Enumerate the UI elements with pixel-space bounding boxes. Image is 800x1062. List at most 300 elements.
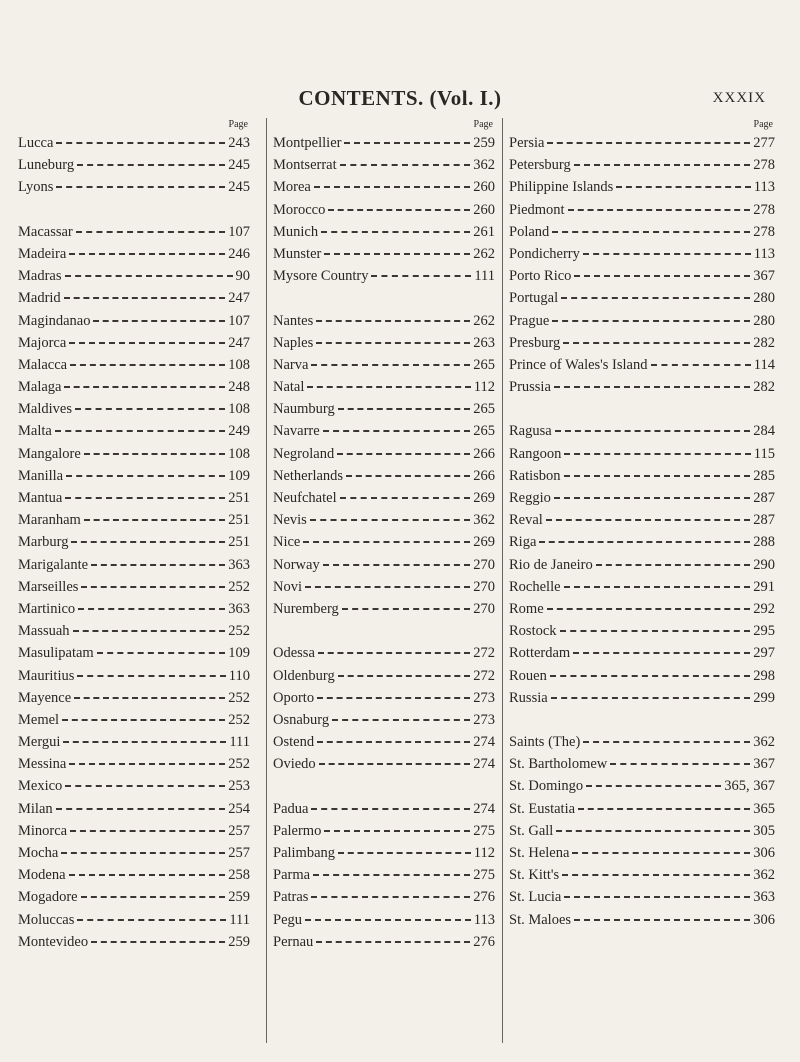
entry-name: Mayence — [18, 689, 72, 706]
entry-page: 274 — [473, 734, 495, 751]
leader-dots — [596, 564, 750, 566]
leader-dots — [342, 608, 470, 610]
entry-page: 282 — [753, 379, 775, 396]
leader-dots — [305, 586, 470, 588]
leader-dots — [73, 630, 226, 632]
contents-entry — [18, 598, 250, 620]
entry-name: Patras — [273, 889, 309, 906]
entry-page: 251 — [228, 512, 250, 529]
page-folio: XXXIX — [712, 90, 766, 106]
leader-dots — [547, 142, 750, 144]
entry-name: Mauritius — [18, 667, 75, 684]
contents-entry — [509, 576, 775, 598]
entry-name: Mysore Country — [273, 268, 369, 285]
page-column-label: Page — [473, 119, 493, 130]
entry-name: Malaga — [18, 379, 62, 396]
leader-dots — [77, 164, 225, 166]
leader-dots — [574, 275, 750, 277]
entry-page: 90 — [235, 268, 250, 285]
contents-entry — [18, 487, 250, 509]
entry-name: Moluccas — [18, 911, 75, 928]
entry-name: St. Lucia — [509, 889, 562, 906]
contents-entry — [18, 132, 250, 154]
entry-name: Naumburg — [273, 401, 335, 418]
contents-entry — [18, 798, 250, 820]
entry-page: 362 — [473, 512, 495, 529]
entry-page: 280 — [753, 290, 775, 307]
entry-name: Pernau — [273, 933, 314, 950]
contents-entry — [509, 642, 775, 664]
entry-name: Palimbang — [273, 845, 336, 861]
leader-dots — [338, 675, 470, 677]
leader-dots — [564, 453, 750, 455]
contents-entry — [18, 554, 250, 576]
entry-page: 249 — [228, 423, 250, 440]
entry-name: Malacca — [18, 356, 68, 373]
leader-dots — [74, 697, 225, 699]
leader-dots — [572, 852, 750, 854]
leader-dots — [84, 453, 225, 455]
entry-page: 259 — [228, 889, 250, 906]
entry-page: 259 — [228, 933, 250, 950]
contents-entry — [18, 176, 250, 198]
contents-entry — [18, 221, 250, 243]
entry-name: Rouen — [509, 667, 547, 684]
entry-page: 269 — [473, 490, 495, 506]
leader-dots — [69, 253, 225, 255]
entry-page: 305 — [753, 822, 775, 839]
entry-page: 248 — [228, 379, 250, 396]
entry-page: 306 — [753, 911, 775, 928]
leader-dots — [539, 541, 750, 543]
contents-entry — [273, 531, 495, 553]
contents-entry — [509, 820, 775, 842]
leader-dots — [563, 342, 750, 344]
entry-page: 363 — [228, 556, 250, 573]
contents-entry — [18, 420, 250, 442]
contents-entry — [18, 620, 250, 642]
entry-page: 273 — [473, 689, 495, 706]
entry-page: 262 — [473, 312, 495, 329]
leader-dots — [338, 852, 471, 854]
contents-entry — [273, 420, 495, 442]
entry-page: 367 — [753, 268, 775, 285]
contents-entry — [273, 132, 495, 154]
leader-dots — [70, 830, 225, 832]
entry-name: Ragusa — [509, 423, 552, 440]
leader-dots — [69, 342, 225, 344]
entry-page: 363 — [753, 889, 775, 906]
leader-dots — [562, 874, 750, 876]
contents-entry — [509, 665, 775, 687]
entry-page: 107 — [228, 312, 250, 329]
entry-page: 272 — [473, 667, 495, 684]
entry-page: 278 — [753, 157, 775, 174]
entry-page: 295 — [753, 623, 775, 640]
contents-entry — [509, 199, 775, 221]
entry-page: 115 — [753, 445, 775, 462]
entry-page: 107 — [228, 223, 250, 240]
contents-entry — [18, 709, 250, 731]
leader-dots — [338, 408, 470, 410]
leader-dots — [81, 586, 225, 588]
contents-entry — [273, 886, 495, 908]
entry-page: 251 — [228, 490, 250, 506]
entry-name: Maldives — [18, 401, 72, 418]
entry-page: 297 — [753, 645, 775, 662]
leader-dots — [560, 630, 751, 632]
entry-page: 278 — [753, 223, 775, 240]
entry-name: Russia — [509, 689, 548, 706]
leader-dots — [307, 386, 470, 388]
entry-name: Mogadore — [18, 889, 78, 906]
leader-dots — [77, 919, 226, 921]
leader-dots — [63, 741, 226, 743]
entry-page: 298 — [753, 667, 775, 684]
entry-name: Mangalore — [18, 445, 81, 462]
entry-page: 110 — [228, 667, 250, 684]
entry-name: Nuremberg — [273, 600, 339, 617]
leader-dots — [56, 186, 225, 188]
contents-entry — [509, 731, 775, 753]
entry-name: Porto Rico — [509, 268, 572, 285]
entry-name: Rangoon — [509, 445, 562, 462]
entry-page: 291 — [753, 578, 775, 595]
entry-page: 252 — [228, 689, 250, 706]
leader-dots — [551, 697, 751, 699]
contents-entry — [18, 376, 250, 398]
leader-dots — [340, 164, 471, 166]
contents-entry — [273, 221, 495, 243]
entry-name: St. Domingo — [509, 778, 584, 795]
contents-entry — [18, 931, 250, 953]
entry-page: 362 — [473, 157, 495, 174]
entry-name: Mantua — [18, 490, 63, 506]
contents-entry — [509, 531, 775, 553]
leader-dots — [61, 852, 225, 854]
contents-entry — [509, 332, 775, 354]
contents-entry — [273, 909, 495, 931]
contents-entry — [509, 687, 775, 709]
entry-name: Neufchatel — [273, 490, 337, 506]
entry-name: Marigalante — [18, 556, 89, 573]
entry-page: 287 — [753, 512, 775, 529]
entry-page: 113 — [473, 911, 495, 928]
leader-dots — [546, 519, 750, 521]
entry-page: 262 — [473, 245, 495, 262]
entry-page: 109 — [228, 645, 250, 662]
contents-entry — [273, 265, 495, 287]
entry-name: St. Maloes — [509, 911, 572, 928]
contents-entry — [18, 886, 250, 908]
contents-column-1 — [18, 118, 250, 1043]
contents-entry — [18, 842, 250, 864]
leader-dots — [71, 541, 225, 543]
entry-name: Rotterdam — [509, 645, 571, 662]
contents-entry — [18, 310, 250, 332]
entry-name: Petersburg — [509, 157, 571, 174]
contents-entry — [509, 909, 775, 931]
entry-name: Majorca — [18, 334, 67, 351]
entry-page: 269 — [473, 534, 495, 551]
entry-name: Odessa — [273, 645, 315, 662]
leader-dots — [78, 608, 225, 610]
leader-dots — [324, 253, 470, 255]
leader-dots — [555, 430, 751, 432]
entry-page: 252 — [228, 623, 250, 640]
contents-entry — [18, 665, 250, 687]
entry-name: Nevis — [273, 512, 307, 529]
entry-page: 252 — [228, 711, 250, 728]
entry-page: 112 — [473, 379, 495, 396]
leader-dots — [75, 408, 225, 410]
leader-dots — [583, 741, 750, 743]
leader-dots — [66, 475, 225, 477]
entry-name: Rochelle — [509, 578, 561, 595]
blank-row — [18, 199, 250, 221]
entry-page: 288 — [753, 534, 775, 551]
entry-name: Ratisbon — [509, 467, 561, 484]
entry-name: St. Helena — [509, 845, 570, 861]
entry-page: 266 — [473, 467, 495, 484]
entry-page: 257 — [228, 822, 250, 839]
contents-entry — [509, 775, 775, 797]
entry-page: 111 — [229, 911, 250, 928]
entry-page: 266 — [473, 445, 495, 462]
page-header — [20, 86, 780, 116]
contents-entry — [509, 420, 775, 442]
contents-entry — [18, 243, 250, 265]
leader-dots — [547, 608, 751, 610]
contents-column-3 — [502, 118, 775, 1043]
leader-dots — [76, 231, 225, 233]
contents-entry — [509, 243, 775, 265]
entry-name: Navarre — [273, 423, 320, 440]
contents-entry — [273, 509, 495, 531]
contents-entry — [273, 465, 495, 487]
leader-dots — [313, 874, 470, 876]
leader-dots — [64, 297, 226, 299]
entry-page: 290 — [753, 556, 775, 573]
leader-dots — [319, 763, 471, 765]
leader-dots — [56, 808, 226, 810]
entry-page: 362 — [753, 734, 775, 751]
entry-page: 306 — [753, 845, 775, 861]
entry-page: 367 — [753, 756, 775, 773]
contents-entry — [18, 576, 250, 598]
entry-name: Rio de Janeiro — [509, 556, 593, 573]
entry-name: Messina — [18, 756, 67, 773]
leader-dots — [554, 497, 750, 499]
leader-dots — [56, 142, 225, 144]
contents-entry — [18, 154, 250, 176]
entry-name: Marseilles — [18, 578, 79, 595]
entry-page: 285 — [753, 467, 775, 484]
leader-dots — [97, 652, 226, 654]
contents-entry — [273, 731, 495, 753]
contents-entry — [273, 864, 495, 886]
entry-name: Narva — [273, 356, 309, 373]
contents-entry — [509, 753, 775, 775]
entry-page: 282 — [753, 334, 775, 351]
contents-entry — [18, 443, 250, 465]
leader-dots — [84, 519, 225, 521]
entry-page: 270 — [473, 556, 495, 573]
contents-entry — [509, 554, 775, 576]
entry-page: 265 — [473, 356, 495, 373]
entry-name: Reval — [509, 512, 543, 529]
entry-name: Palermo — [273, 822, 322, 839]
entry-name: Montevideo — [18, 933, 89, 950]
entry-name: Martinico — [18, 600, 76, 617]
leader-dots — [93, 320, 225, 322]
entry-page: 243 — [228, 135, 250, 151]
contents-entry — [273, 576, 495, 598]
contents-entry — [273, 598, 495, 620]
leader-dots — [561, 297, 750, 299]
leader-dots — [324, 830, 470, 832]
entry-page: 265 — [473, 401, 495, 418]
entry-name: Munich — [273, 223, 319, 240]
leader-dots — [65, 275, 233, 277]
leader-dots — [323, 430, 471, 432]
entry-name: Magindanao — [18, 312, 91, 329]
entry-name: Pondicherry — [509, 245, 580, 262]
contents-entry — [273, 376, 495, 398]
leader-dots — [81, 896, 226, 898]
contents-entry — [273, 665, 495, 687]
entry-page: 273 — [473, 711, 495, 728]
entry-page: 287 — [753, 490, 775, 506]
contents-entry — [18, 909, 250, 931]
entry-name: Malta — [18, 423, 52, 440]
blank-row — [273, 287, 495, 309]
entry-page: 275 — [473, 822, 495, 839]
entry-page: 108 — [228, 356, 250, 373]
entry-page: 270 — [473, 578, 495, 595]
entry-page: 263 — [473, 334, 495, 351]
entry-page: 272 — [473, 645, 495, 662]
contents-entry — [18, 509, 250, 531]
leader-dots — [62, 719, 225, 721]
leader-dots — [69, 763, 225, 765]
entry-name: Piedmont — [509, 201, 565, 218]
entry-page: 278 — [753, 201, 775, 218]
leader-dots — [70, 364, 225, 366]
entry-name: Massuah — [18, 623, 70, 640]
leader-dots — [344, 142, 470, 144]
contents-entry — [273, 931, 495, 953]
leader-dots — [332, 719, 470, 721]
contents-entry — [509, 443, 775, 465]
entry-name: Montpellier — [273, 135, 342, 151]
entry-name: Netherlands — [273, 467, 344, 484]
entry-name: Ostend — [273, 734, 315, 751]
entry-page: 363 — [228, 600, 250, 617]
contents-entry — [18, 531, 250, 553]
entry-page: 113 — [753, 179, 775, 196]
leader-dots — [314, 186, 470, 188]
leader-dots — [69, 874, 226, 876]
leader-dots — [316, 342, 470, 344]
contents-entry — [509, 798, 775, 820]
entry-name: Rome — [509, 600, 544, 617]
contents-entry — [273, 176, 495, 198]
entry-page: 299 — [753, 689, 775, 706]
leader-dots — [91, 564, 225, 566]
entry-page: 108 — [228, 445, 250, 462]
leader-dots — [651, 364, 751, 366]
entry-page: 109 — [228, 467, 250, 484]
entry-page: 253 — [228, 778, 250, 795]
entry-name: Oviedo — [273, 756, 316, 773]
leader-dots — [321, 231, 470, 233]
entry-page: 111 — [229, 734, 250, 751]
leader-dots — [340, 497, 471, 499]
contents-entry — [273, 554, 495, 576]
entry-name: Morea — [273, 179, 311, 196]
entry-name: Marburg — [18, 534, 69, 551]
contents-entry — [273, 443, 495, 465]
contents-entry — [273, 842, 495, 864]
entry-name: Presburg — [509, 334, 561, 351]
leader-dots — [65, 497, 225, 499]
leader-dots — [568, 209, 751, 211]
leader-dots — [550, 675, 750, 677]
leader-dots — [328, 209, 470, 211]
contents-entry — [18, 753, 250, 775]
leader-dots — [311, 896, 470, 898]
entry-name: St. Bartholomew — [509, 756, 608, 773]
contents-entry — [273, 709, 495, 731]
leader-dots — [552, 320, 750, 322]
contents-entry — [273, 154, 495, 176]
page-column-label: Page — [228, 119, 248, 130]
contents-entry — [509, 265, 775, 287]
entry-name: Prince of Wales's Island — [509, 356, 648, 373]
entry-page: 260 — [473, 179, 495, 196]
contents-entry — [18, 398, 250, 420]
entry-name: Novi — [273, 578, 302, 595]
leader-dots — [586, 785, 721, 787]
entry-name: Mexico — [18, 778, 63, 795]
leader-dots — [564, 586, 751, 588]
contents-entry — [509, 886, 775, 908]
entry-name: Rostock — [509, 623, 557, 640]
leader-dots — [311, 364, 470, 366]
leader-dots — [552, 231, 750, 233]
leader-dots — [346, 475, 470, 477]
entry-name: Prague — [509, 312, 550, 329]
leader-dots — [91, 941, 225, 943]
entry-name: Oporto — [273, 689, 315, 706]
leader-dots — [337, 453, 470, 455]
entry-name: Naples — [273, 334, 314, 351]
page-title: CONTENTS. (Vol. I.) — [298, 86, 502, 110]
blank-row — [509, 398, 775, 420]
entry-name: Riga — [509, 534, 537, 551]
contents-entry — [273, 199, 495, 221]
entry-page: 292 — [753, 600, 775, 617]
entry-name: Madrid — [18, 290, 61, 307]
contents-entry — [509, 221, 775, 243]
contents-entry — [273, 354, 495, 376]
contents-entry — [18, 287, 250, 309]
entry-page: 270 — [473, 600, 495, 617]
contents-entry — [509, 487, 775, 509]
contents-entry — [273, 687, 495, 709]
entry-name: St. Eustatia — [509, 800, 576, 817]
